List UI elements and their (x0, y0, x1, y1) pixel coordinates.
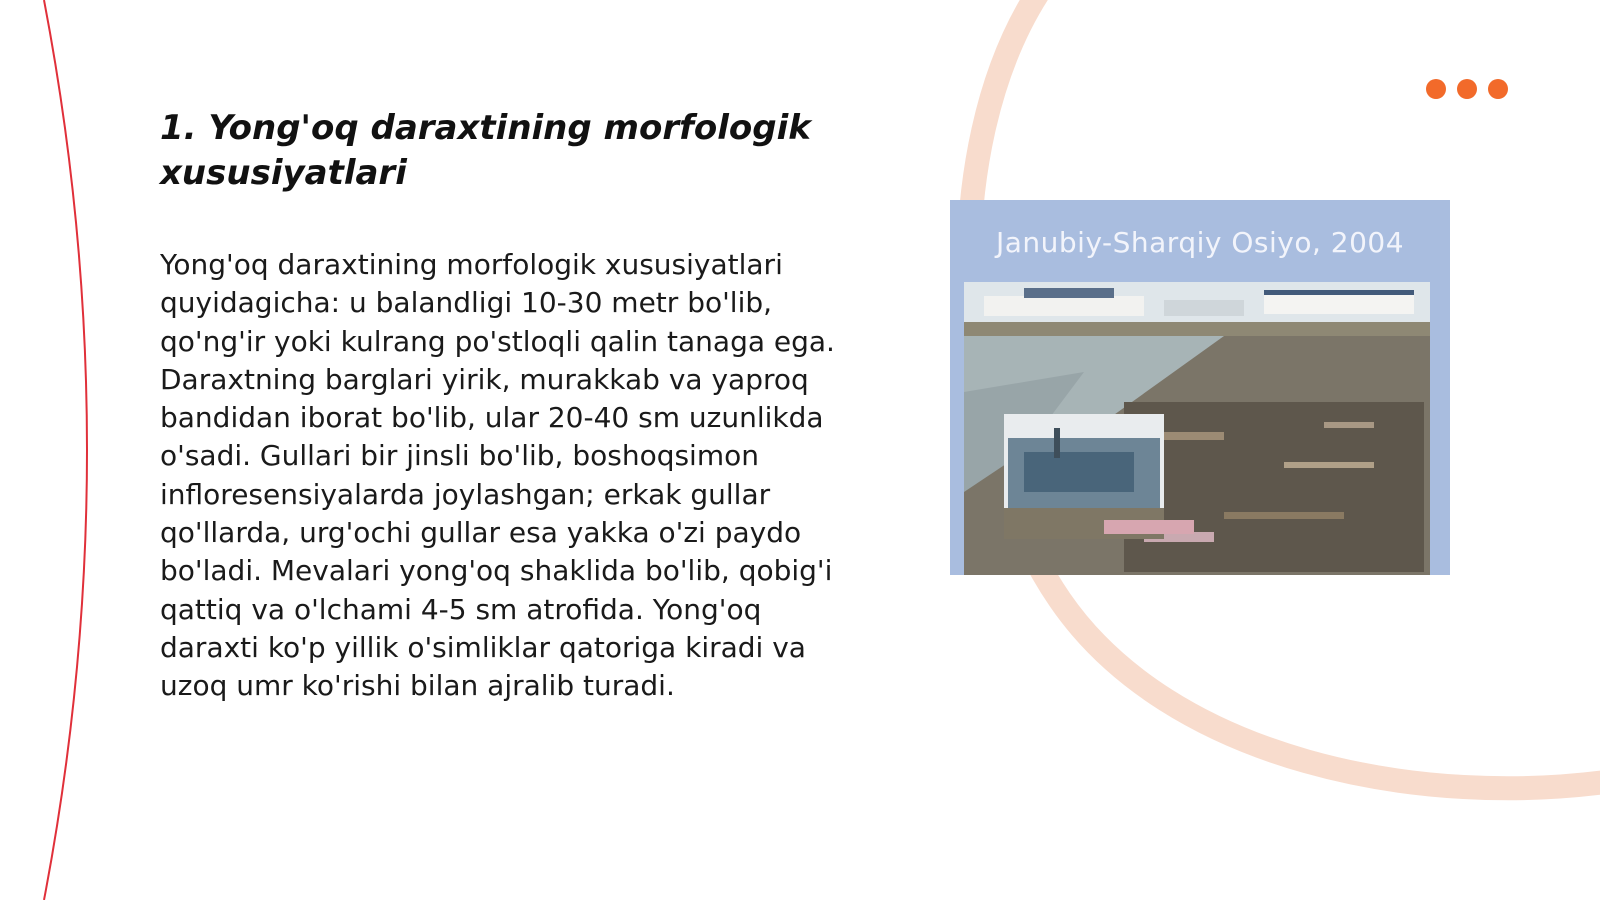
left-curve-line (44, 0, 87, 900)
dot-1 (1426, 79, 1446, 99)
menu-dots (1426, 79, 1508, 99)
slide-photo (950, 200, 1450, 575)
slide-title: 1. Yong'oq daraxtining morfologik xususiyatlari (160, 108, 811, 193)
slide-body-text: Yong'oq daraxtining morfologik xususiyatlari quyidagicha: u balandligi 10-30 metr bo'lib, qo'ng'ir yoki kulrang po'stloqli qalin tanaga ega. Daraxtning barglari yirik, murakkab va yaproq bandidan iborat bo'lib, ular 20-40 sm uzunlikda o'sadi. Gullari bir jinsli bo'lib, boshoqsimon infloresensiyalarda joylashgan; erkak gullar qo'llarda, urg'ochi gullar esa yakka o'zi paydo bo'ladi. Mevalari yong'oq shaklida bo'lib, qobig'i qattiq va o'lchami 4-5 sm atrofida. Yong'oq daraxti ko'p yillik o'simliklar qatoriga kiradi va uzoq umr ko'rishi bilan ajralib turadi. (160, 248, 835, 703)
dot-2 (1457, 79, 1477, 99)
debris-photo (964, 282, 1430, 575)
photo-caption: Janubiy-Sharqiy Osiyo, 2004 (995, 226, 1405, 259)
dot-3 (1488, 79, 1508, 99)
